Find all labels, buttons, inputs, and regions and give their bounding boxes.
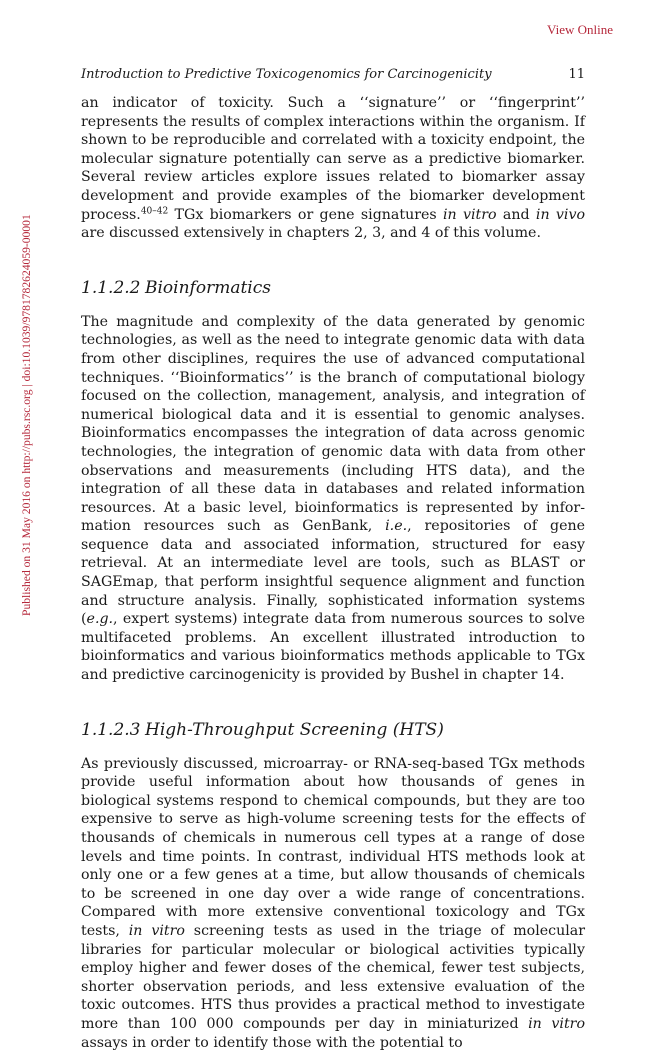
page-body (81, 94, 585, 1052)
section-number: 1.1.2.3 (81, 719, 141, 740)
section-title: High-Throughput Screening (HTS) (145, 719, 444, 740)
section-number: 1.1.2.2 (81, 277, 141, 298)
view-online-link[interactable]: View Online (546, 22, 613, 37)
section-title: Bioinformatics (145, 277, 271, 298)
paragraph-2: The magnitude and complexity of the data generated by genomic technologies, as well as the need to integrate genomic data with data from other disciplines, requires the use of advanced computational techniques. ‘‘Bioinformatics’’ is the branch of computational biology focused on the collection, management, analysis, and integration of numerical biological data and it is essential to genomic analyses. Bioinformatics encompasses the integration of data across genomic technologies, the integration of genomic data with data from other observations and measurements (including HTS data), and the integration of all these data in databases and related information resources. At a basic level, bioinformatics is represented by information resources such as GenBank, i.e., repositories of gene sequence data and associated information, structured for easy retrieval. At an intermediate level are tools, such as BLAST or SAGEmap, that perform insightful sequence alignment and function and structure analysis. Finally, sophisticated information systems (e.g., expert systems) integrate data from numerous sources to solve multifaceted problems. An excellent illustrated introduction to bioinformatics and various bioinformatics methods applicable to TGx and predictive carcinogenicity is provided by Bushel in chapter 14. (81, 313, 585, 684)
paragraph-1: an indicator of toxicity. Such a ‘‘signature’’ or ‘‘fingerprint’’ represents the results of complex interactions within the organism. If shown to be reproducible and correlated with a toxicity endpoint, the molecular signature potentially can serve as a predictive biomarker. Several review articles explore issues related to biomarker assay development and provide examples of the biomarker development process.$^{40-42}$ TGx biomarkers or gene signatures in vitro and in vivo are discussed extensively in chapters 2, 3, and 4 of this volume. (81, 95, 586, 242)
publication-note[interactable]: Published on 31 May 2016 on http://pubs.rsc.org | doi:10.1039/9781782624059-00001 (20, 214, 33, 616)
running-title: Introduction to Predictive Toxicogenomics for Carcinogenicity (81, 67, 492, 82)
page-number: 11 (568, 67, 585, 82)
citation-ref[interactable]: 40–42 (140, 205, 169, 216)
running-head (81, 67, 585, 82)
section-heading-bioinformatics (81, 277, 585, 299)
paragraph-3: As previously discussed, microarray- or RNA-seq-based TGx methods provide useful information about how thousands of genes in biological systems respond to chemical compounds, but they are too expensive to serve as high-volume screening tests for the effects of thousands of chemicals in numerous cell types at a range of dose levels and time points. In contrast, individual HTS methods look at only one or a few genes at a time, but allow thousands of chemicals to be screened in one day over a wide range of concentrations. Compared with more extensive conventional toxicology and TGx tests, in vitro screening tests as used in the triage of molecular libraries for particular molecular or biological activities typically employ higher and fewer doses of the chemical, fewer test subjects, shorter observation periods, and less extensive evaluation of the toxic outcomes. HTS thus provides a practical method to investigate more than 100 000 compounds per day in miniaturized in vitro assays in order to identify those with the potential to (81, 755, 585, 1051)
section-heading-hts (81, 719, 585, 741)
